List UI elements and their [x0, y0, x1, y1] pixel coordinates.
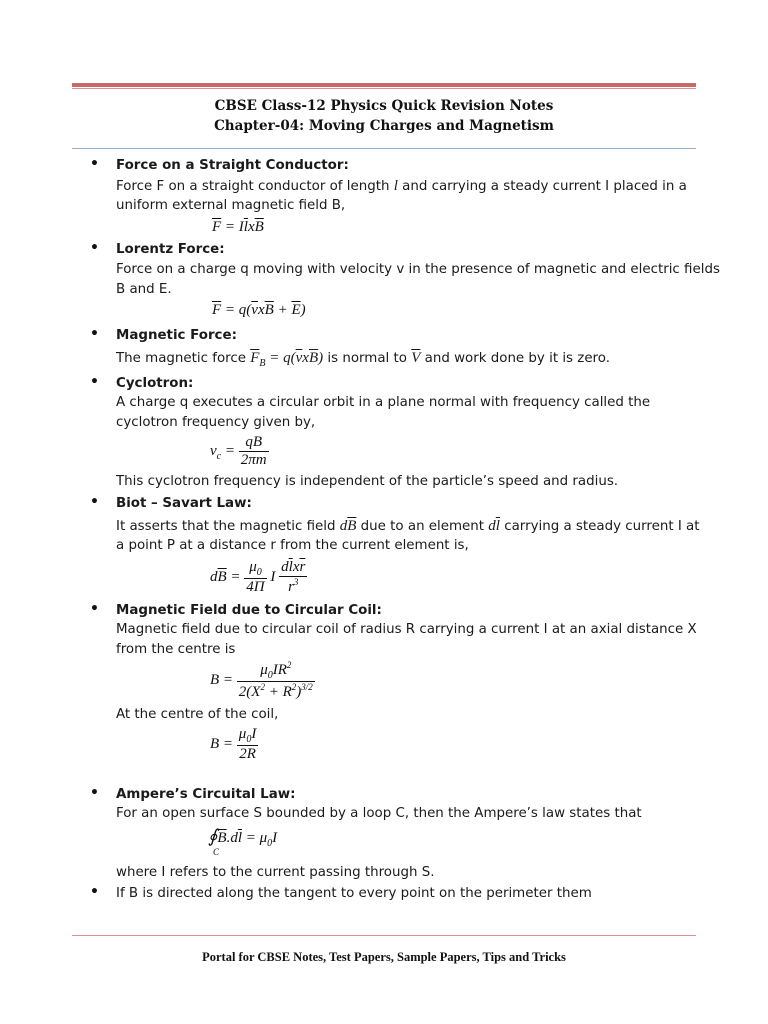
body-text: Force F on a straight conductor of length l and carrying a steady current I placed in a: [116, 178, 687, 194]
bullet-icon: •: [90, 326, 99, 342]
body-text: a point P at a distance r from the current element is,: [116, 538, 469, 553]
equation-force-conductor: $\overline{F} = I\overline{l}x\overline{B}$: [212, 219, 264, 235]
equation-coil-centre: B = $\frac{\mu_0I}{2R}$: [210, 726, 257, 762]
equation-circular-coil: B = $\frac{\mu_0IR^2}{2(X^2 + R^2)^{3/2}}$: [210, 660, 313, 700]
equation-biot-savart: $d\overline{B}$ = $\frac{\mu_0}{4\Pi}$ I $\frac{d\overline{l}x\overline{r}}{r^3}$: [210, 559, 306, 595]
page-title: CBSE Class-12 Physics Quick Revision Notes: [214, 98, 554, 114]
section-heading: Ampere’s Circuital Law:: [116, 787, 296, 802]
section-heading: Lorentz Force:: [116, 242, 225, 257]
header-rule-thin: [72, 88, 696, 89]
section-heading: Cyclotron:: [116, 376, 194, 391]
equation-cyclotron: $v_c$ = $\frac{qB}{2\pi m}$: [210, 434, 267, 468]
body-text: A charge q executes a circular orbit in a plane normal with frequency called the: [116, 395, 651, 410]
bullet-icon: •: [90, 240, 99, 256]
body-text: where I refers to the current passing through S.: [116, 865, 435, 880]
footer-text: Portal for CBSE Notes, Test Papers, Sample Papers, Tips and Tricks: [202, 950, 566, 964]
header-rule: [72, 83, 696, 87]
footer-rule: [72, 935, 696, 936]
body-text: If B is directed along the tangent to every point on the perimeter them: [116, 886, 592, 901]
body-text: At the centre of the coil,: [116, 707, 279, 722]
section-heading: Magnetic Field due to Circular Coil:: [116, 603, 382, 618]
body-text: It asserts that the magnetic field $d\overline{B}$ due to an element $d\overline{l}$ carrying a steady current I at: [116, 518, 700, 534]
body-text: from the centre is: [116, 642, 236, 657]
section-heading: Biot – Savart Law:: [116, 496, 252, 511]
bullet-icon: •: [90, 494, 99, 510]
body-text: This cyclotron frequency is independent of the particle’s speed and radius.: [116, 474, 619, 489]
body-text: uniform external magnetic field B,: [116, 198, 346, 213]
bullet-icon: •: [90, 156, 99, 172]
body-text: The magnetic force $\overline{F}_B = q(\overline{v}x\overline{B})$ is normal to $\overline{V}$ and work done by it is zero.: [116, 350, 610, 369]
body-text: cyclotron frequency given by,: [116, 415, 316, 430]
body-text: For an open surface S bounded by a loop C, then the Ampere’s law states that: [116, 806, 642, 821]
section-heading: Force on a Straight Conductor:: [116, 158, 349, 173]
body-text: B and E.: [116, 282, 172, 297]
title-divider: [72, 148, 696, 149]
section-heading: Magnetic Force:: [116, 328, 237, 343]
bullet-icon: •: [90, 884, 99, 900]
chapter-title: Chapter-04: Moving Charges and Magnetism: [214, 118, 554, 134]
contour-label: C: [213, 847, 220, 857]
body-text: Force on a charge q moving with velocity v in the presence of magnetic and electric fields: [116, 262, 720, 277]
bullet-icon: •: [90, 601, 99, 617]
bullet-icon: •: [90, 374, 99, 390]
equation-ampere: $∮\overline{B}.d\overline{l} = \mu_0I$: [208, 826, 278, 849]
bullet-icon: •: [90, 785, 99, 801]
body-text: Magnetic field due to circular coil of radius R carrying a current I at an axial distance X: [116, 622, 697, 637]
equation-lorentz: $\overline{F} = q(\overline{v}x\overline{B} + \overline{E})$: [212, 302, 306, 318]
